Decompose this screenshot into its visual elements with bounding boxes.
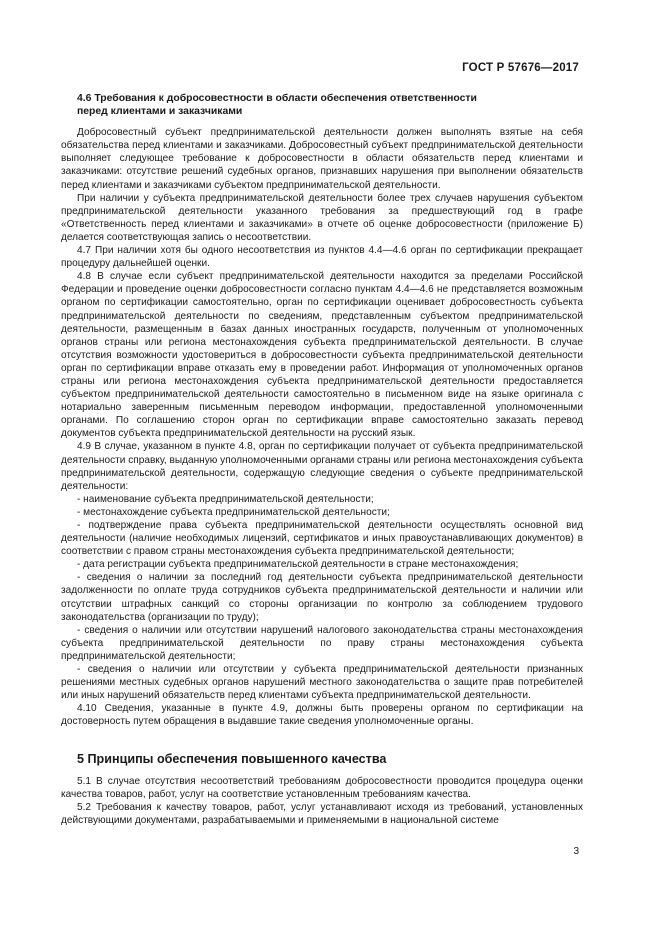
clause-5-2: 5.2 Требования к качеству товаров, работ, услуг устанавливают исходя из требований, установленных действующими документами, разрабатываемыми и применяемыми в национальной системе	[61, 801, 583, 826]
clause-4-9: 4.9 В случае, указанном в пункте 4.8, орган по сертификации получает от субъекта предпринимательской деятельности справку, выданную уполномоченными органами страны или региона местонахождения субъекта предпринимательской деятельности, содержащую следующие сведения о субъекте предпринимательской деятельности:	[61, 441, 583, 492]
section-4-6-heading-line1: 4.6 Требования к добросовестности в области обеспечения ответственности	[77, 93, 477, 104]
clause-4-10: 4.10 Сведения, указанные в пункте 4.9, должны быть проверены органом по сертификации на достоверность путем обращения в выдавшие такие сведения уполномоченные органы.	[61, 703, 583, 728]
section-4-6-heading-line2: перед клиентами и заказчиками	[77, 106, 243, 118]
list-item: - сведения о наличии за последний год деятельности субъекта предпринимательской деятельности задолженности по оплате труда сотрудников субъекта предпринимательской деятельности и наличии или отсутствии штрафных санкций со стороны организации по контролю за соблюдением трудового законодательства (организации по труду);	[61, 572, 583, 623]
clause-4-8: 4.8 В случае если субъект предпринимательской деятельности находится за пределами Российской Федерации и проведение оценки добросовестности согласно пунктам 4.4—4.6 не представляется возможным органом по сертификации самостоятельно, орган по сертификации оценивает добросовестность субъекта предпринимательской деятельности по сведениям, представленным субъектом предпринимательской деятельности, размещенным в базах данных иностранных государств, полученным от уполномоченных органов страны или региона местонахождения субъекта предпринимательской деятельности. В случае отсутствия возможности удостовериться в добросовестности субъекта предпринимательской деятельности орган по сертификации вправе отказать ему в проведении работ. Информация от уполномоченных органов страны или региона местонахождения субъекта предпринимательской деятельности предоставляется субъектом предпринимательской деятельности самостоятельно в письменном виде на языке оригинала с нотариально заверенным письменным переводом информации, предоставленной уполномоченными органами. По соглашению сторон орган по сертификации вправе самостоятельно заказать перевод документов субъекта предпринимательской деятельности на русский язык.	[61, 271, 583, 440]
clause-4-7: 4.7 При наличии хотя бы одного несоответствия из пунктов 4.4—4.6 орган по сертификации прекращает процедуру дальнейшей оценки.	[61, 245, 583, 270]
list-item: - местонахождение субъекта предпринимательской деятельности;	[77, 506, 390, 518]
list-item: - сведения о наличии или отсутствии нарушений налогового законодательства страны местонахождения субъекта предпринимательской деятельности по праву страны местонахождения субъекта предпринимательской деятельности;	[61, 624, 583, 662]
section-5-heading: 5 Принципы обеспечения повышенного качества	[77, 751, 387, 766]
page-number: 3	[573, 846, 579, 857]
document-body	[61, 92, 583, 827]
list-item: - дата регистрации субъекта предпринимательской деятельности в стране местонахождения;	[77, 559, 519, 571]
document-code: ГОСТ Р 57676—2017	[462, 62, 579, 74]
clause-5-1: 5.1 В случае отсутствия несоответствий требованиям добросовестности проводится процедура оценки качества товаров, работ, услуг на соответствие установленным требованиям качества.	[61, 775, 583, 800]
list-item: - наименование субъекта предпринимательской деятельности;	[77, 493, 374, 505]
list-item: - подтверждение права субъекта предпринимательской деятельности осуществлять основной вид деятельности (наличие необходимых лицензий, сертификатов и иных правоустанавливающих документов) в соответствии с правом страны местонахождения субъекта предпринимательской деятельности;	[61, 520, 583, 558]
paragraph: Добросовестный субъект предпринимательской деятельности должен выполнять взятые на себя обязательства перед клиентами и заказчиками. Добросовестный субъект предпринимательской деятельности выполняет следующее требование к добросовестности в области обязательств перед клиентами и заказчиками: отсутствие решений судебных органов, признавших нарушения при выполнении обязательств перед клиентами и заказчиками субъектом предпринимательской деятельности.	[61, 127, 583, 191]
list-item: - сведения о наличии или отсутствии у субъекта предпринимательской деятельности признанных решениями местных судебных органов нарушений местного законодательства о защите прав потребителей или иных нарушений обязательств перед клиентами субъекта предпринимательской деятельности.	[61, 664, 583, 702]
section-4-6-heading	[61, 92, 583, 118]
paragraph: При наличии у субъекта предпринимательской деятельности более трех случаев нарушения субъектом предпринимательской деятельности указанного требования за предшествующий год в графе «Ответственность перед клиентами и заказчиками» в отчете об оценке добросовестности (приложение Б) делается соответствующая запись о несоответствии.	[61, 192, 583, 243]
